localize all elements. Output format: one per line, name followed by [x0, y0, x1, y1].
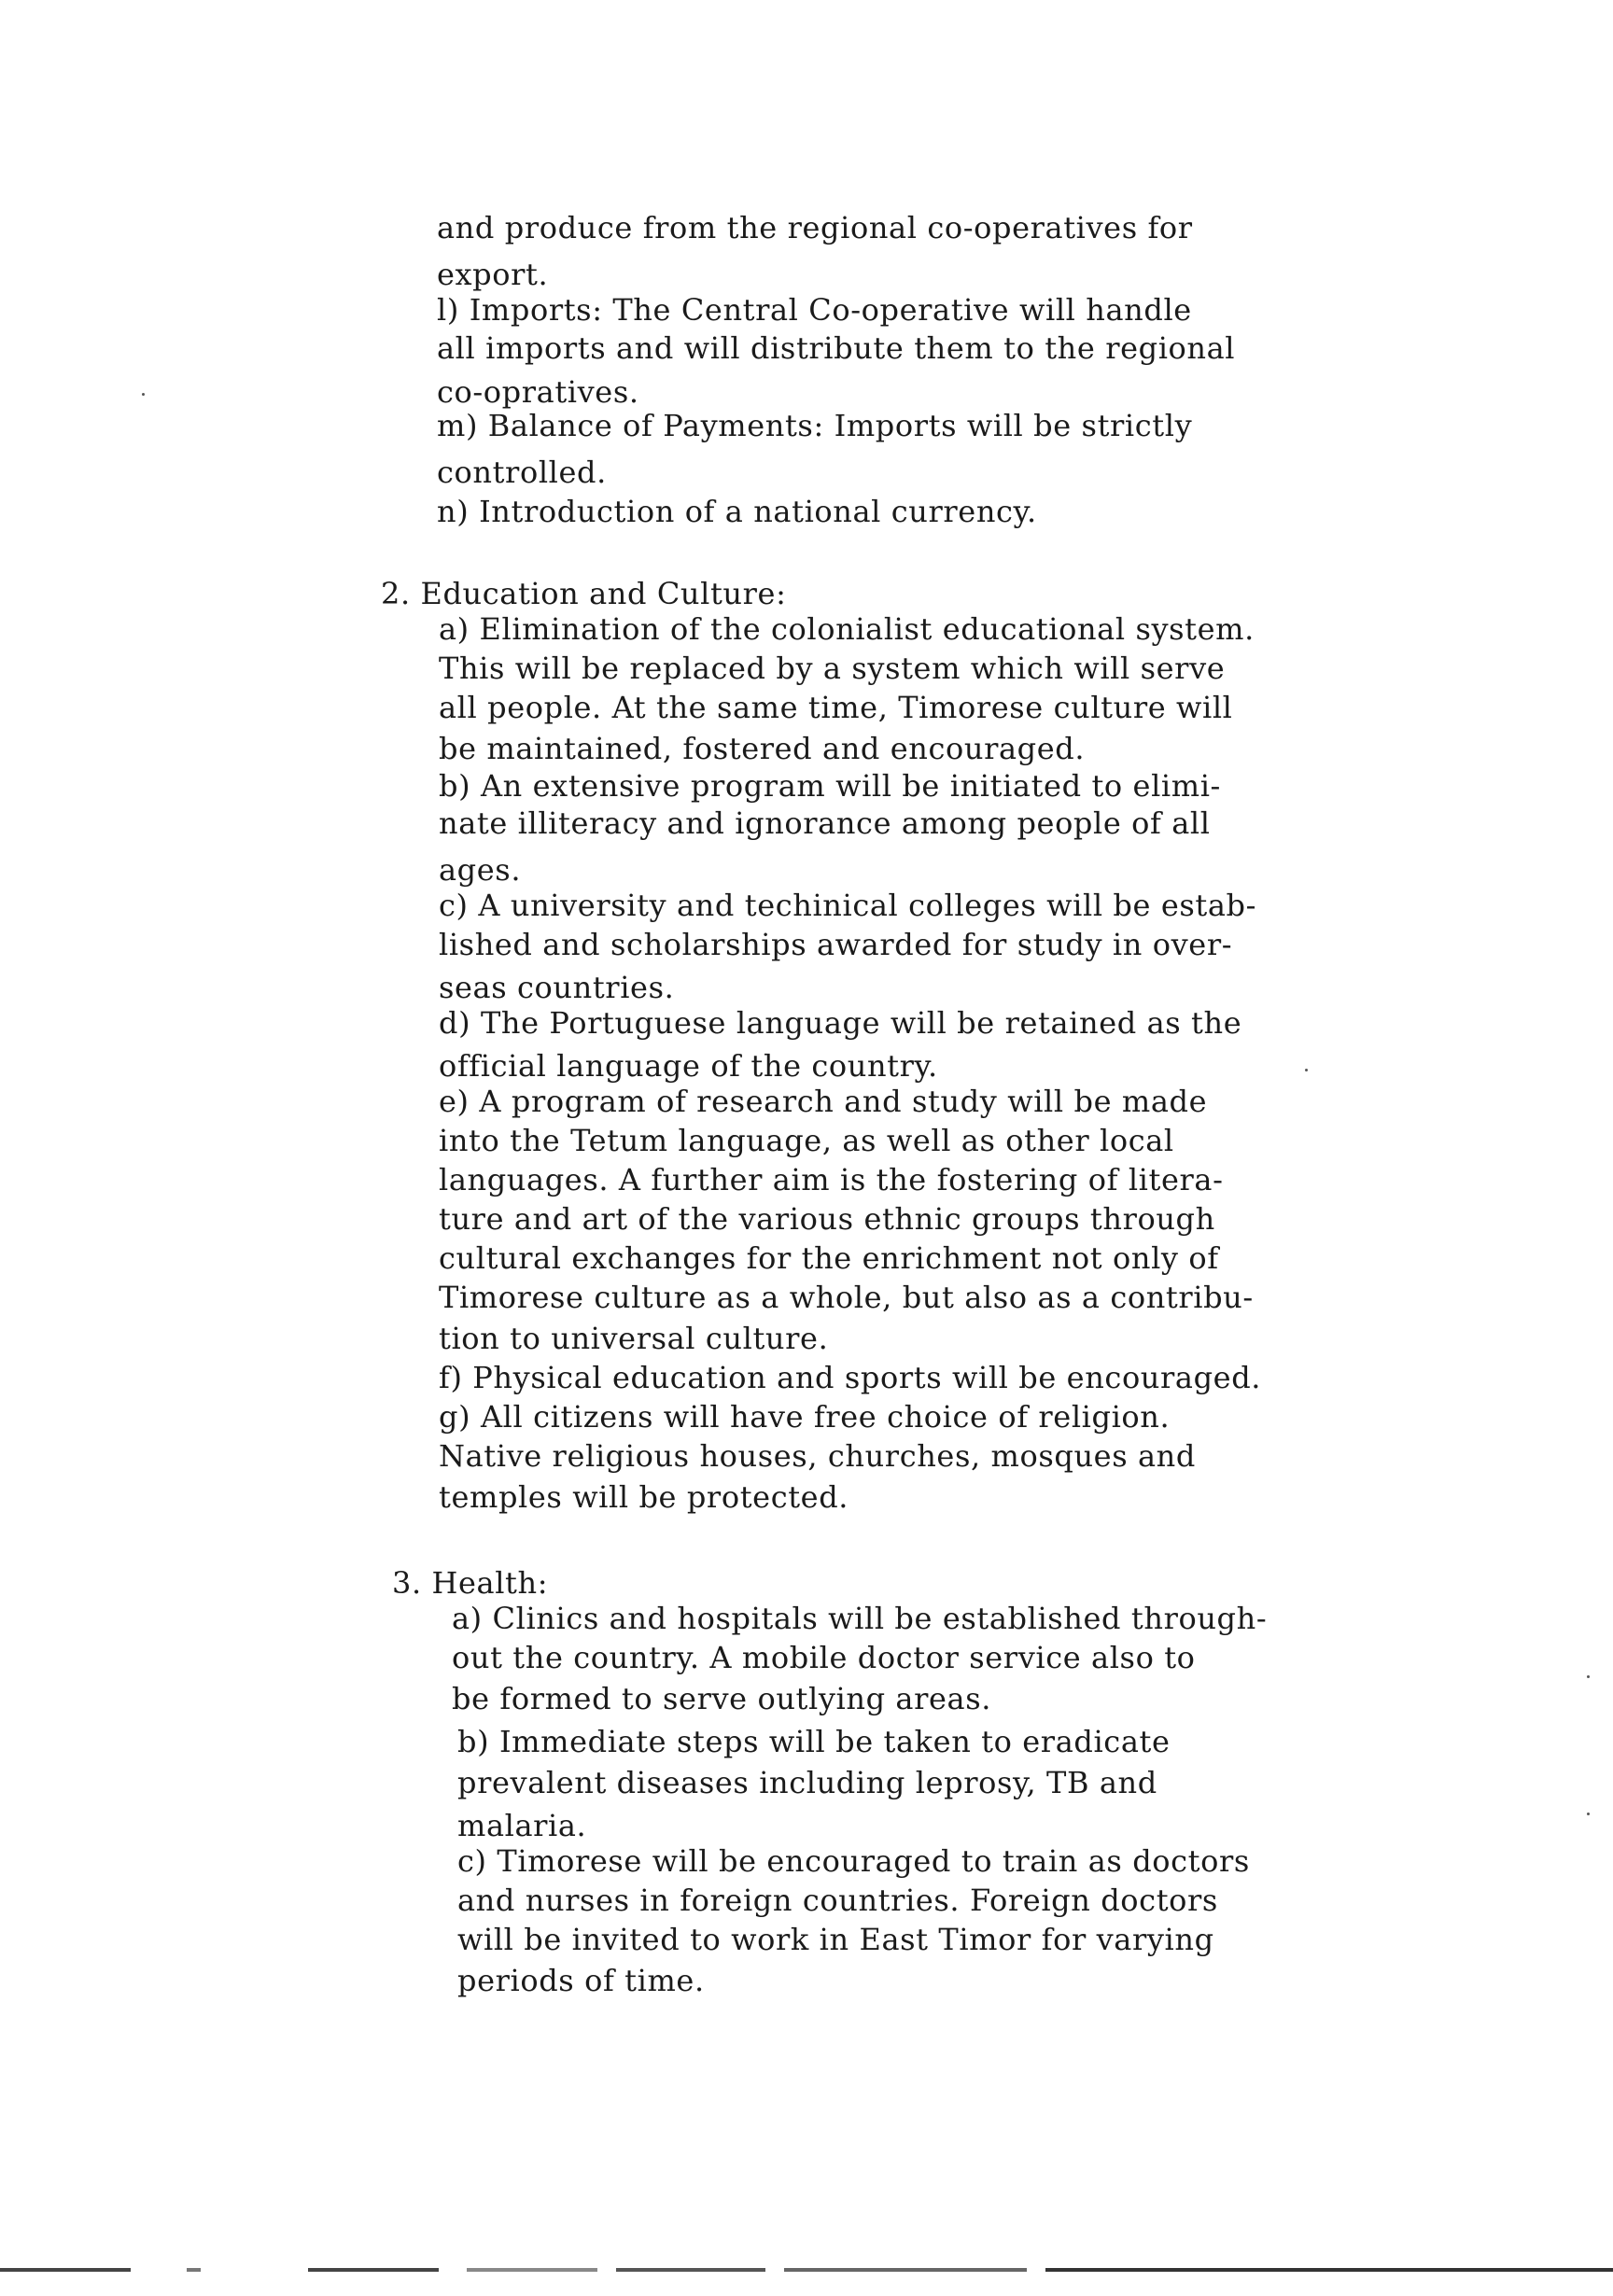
text-line: Timorese culture as a whole, but also as a contribu- — [439, 1280, 1254, 1315]
text-line: lished and scholarships awarded for study in over- — [439, 927, 1233, 962]
text-line: be formed to serve outlying areas. — [452, 1681, 992, 1716]
list-item-l: l) Imports: The Central Co-operative will handle — [437, 292, 1192, 328]
text-line: out the country. A mobile doctor service also to — [452, 1640, 1196, 1675]
text-line: co-opratives. — [437, 374, 639, 410]
list-item-b: b) An extensive program will be initiated to elimi- — [439, 768, 1221, 804]
list-item-m: m) Balance of Payments: Imports will be strictly — [437, 408, 1193, 443]
text-line: all imports and will distribute them to the regional — [437, 330, 1236, 366]
text-line: temples will be protected. — [439, 1479, 849, 1515]
list-item-d: d) The Portuguese language will be retained as the — [439, 1005, 1242, 1041]
scan-speck — [1305, 1069, 1308, 1071]
text-line: and produce from the regional co-operatives for — [437, 210, 1193, 245]
text-line: seas countries. — [439, 970, 675, 1005]
text-line: and nurses in foreign countries. Foreign doctors — [457, 1883, 1218, 1918]
list-item-n: n) Introduction of a national currency. — [437, 494, 1037, 529]
scan-speck — [1587, 1813, 1590, 1815]
text-line: tion to universal culture. — [439, 1321, 829, 1356]
page-bottom-rule — [0, 2268, 1613, 2272]
list-item-e: e) A program of research and study will be made — [439, 1084, 1208, 1119]
text-line: prevalent diseases including leprosy, TB and — [457, 1765, 1157, 1800]
text-line: Native religious houses, churches, mosques and — [439, 1438, 1196, 1474]
text-line: languages. A further aim is the fostering of litera- — [439, 1162, 1224, 1197]
text-line: cultural exchanges for the enrichment not only of — [439, 1240, 1219, 1276]
section-heading-health: 3. Health: — [392, 1565, 549, 1601]
list-item-a: a) Elimination of the colonialist educational system. — [439, 611, 1255, 647]
list-item-c: c) Timorese will be encouraged to train as doctors — [457, 1843, 1250, 1879]
list-item-f: f) Physical education and sports will be encouraged. — [439, 1360, 1262, 1395]
list-item-a: a) Clinics and hospitals will be established through- — [452, 1601, 1268, 1636]
text-line: export. — [437, 257, 549, 292]
text-line: will be invited to work in East Timor for varying — [457, 1922, 1214, 1957]
text-line: ages. — [439, 852, 522, 888]
list-item-b: b) Immediate steps will be taken to eradicate — [457, 1724, 1171, 1759]
text-line: controlled. — [437, 455, 607, 490]
text-line: into the Tetum language, as well as other local — [439, 1123, 1174, 1158]
text-line: malaria. — [457, 1808, 587, 1843]
list-item-g: g) All citizens will have free choice of religion. — [439, 1399, 1171, 1435]
text-line: ture and art of the various ethnic groups through — [439, 1201, 1215, 1237]
section-heading-education: 2. Education and Culture: — [381, 576, 787, 611]
text-line: all people. At the same time, Timorese culture will — [439, 690, 1233, 725]
text-line: official language of the country. — [439, 1048, 938, 1084]
text-line: periods of time. — [457, 1963, 705, 1998]
scan-speck — [1587, 1675, 1590, 1678]
scan-speck — [142, 393, 145, 396]
text-line: This will be replaced by a system which will serve — [439, 651, 1226, 686]
text-line: be maintained, fostered and encouraged. — [439, 731, 1086, 766]
list-item-c: c) A university and techinical colleges will be estab- — [439, 888, 1257, 923]
text-line: nate illiteracy and ignorance among people of all — [439, 805, 1211, 841]
